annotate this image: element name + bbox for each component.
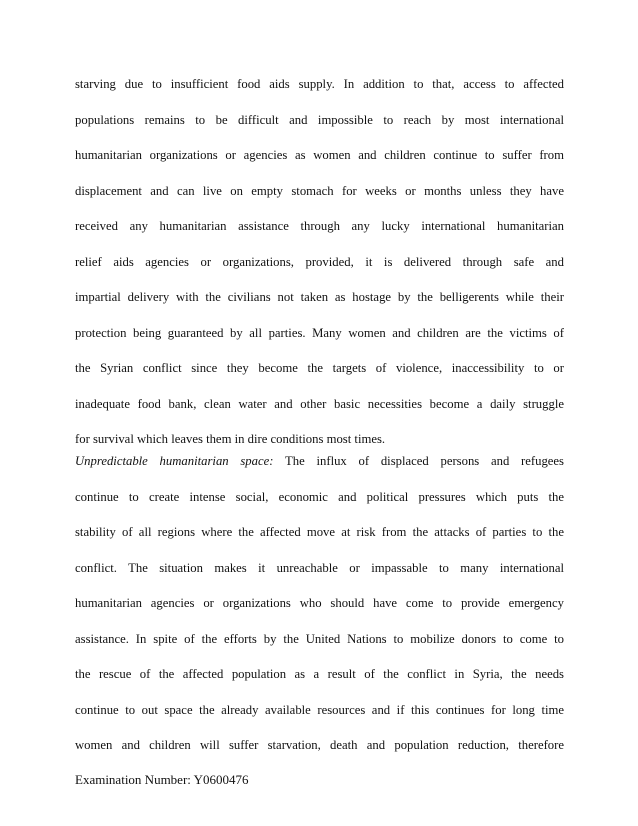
text-line: humanitarian agencies or organizations who should have come to provide emergency — [75, 596, 564, 610]
text-line: continue to out space the already available resources and if this continues for long time — [75, 702, 564, 717]
text-line-with-heading — [75, 444, 564, 480]
text-line: populations remains to be difficult and impossible to reach by most international — [75, 112, 564, 127]
paragraph-syria-access — [75, 67, 564, 458]
text-line: the rescue of the affected population as a result of the conflict in Syria, the needs — [75, 667, 564, 681]
text-line-continuation: The influx of displaced persons and refugees — [273, 454, 564, 468]
text-line: stability of all regions where the affected move at risk from the attacks of parties to the — [75, 525, 564, 539]
text-line: displacement and can live on empty stomach for weeks or months unless they have — [75, 183, 564, 198]
text-line: women and children will suffer starvation, death and population reduction, therefore — [75, 738, 564, 752]
text-line: impartial delivery with the civilians not taken as hostage by the belligerents while their — [75, 290, 564, 304]
paragraph-humanitarian-space — [75, 444, 564, 764]
text-line: humanitarian organizations or agencies as women and children continue to suffer from — [75, 148, 564, 162]
text-line: starving due to insufficient food aids supply. In addition to that, access to affected — [75, 77, 564, 91]
text-line: assistance. In spite of the efforts by the United Nations to mobilize donors to come to — [75, 631, 564, 646]
text-line: for survival which leaves them in dire conditions most times. — [75, 432, 386, 446]
examination-number-footer: Examination Number: Y0600476 — [75, 772, 249, 787]
text-line: relief aids agencies or organizations, provided, it is delivered through safe and — [75, 254, 564, 269]
text-line: inadequate food bank, clean water and other basic necessities become a daily struggle — [75, 396, 564, 411]
section-heading: Unpredictable humanitarian space: — [75, 454, 274, 468]
text-line: continue to create intense social, economic and political pressures which puts the — [75, 489, 564, 504]
text-line: protection being guaranteed by all parties. Many women and children are the victims of — [75, 325, 564, 340]
text-line: received any humanitarian assistance through any lucky international humanitarian — [75, 219, 564, 233]
text-line: the Syrian conflict since they become the targets of violence, inaccessibility to or — [75, 361, 564, 375]
text-line: conflict. The situation makes it unreachable or impassable to many international — [75, 560, 564, 575]
